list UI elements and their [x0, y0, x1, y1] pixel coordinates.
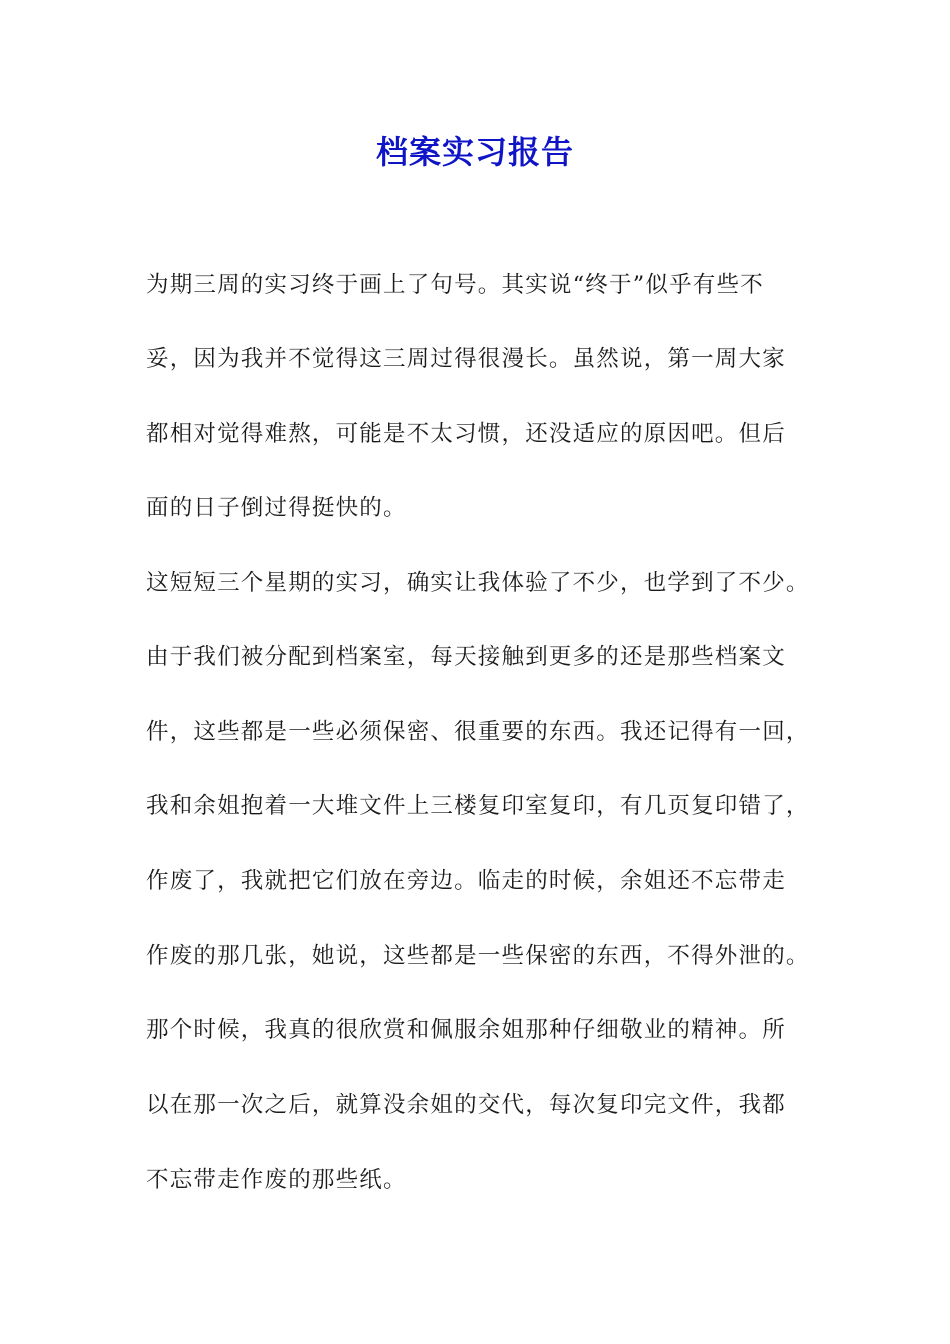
paragraph-line: 妥，因为我并不觉得这三周过得很漫长。虽然说，第一周大家	[146, 346, 786, 372]
paragraph-line: 由于我们被分配到档案室，每天接触到更多的还是那些档案文	[146, 644, 786, 670]
document-title: 档案实习报告	[375, 133, 574, 171]
paragraph-line: 不忘带走作废的那些纸。	[146, 1167, 407, 1193]
paragraph-line: 这短短三个星期的实习，确实让我体验了不少，也学到了不少。	[146, 570, 810, 596]
paragraph-line: 件，这些都是一些必须保密、很重要的东西。我还记得有一回，	[146, 719, 810, 745]
paragraph-line: 那个时候，我真的很欣赏和佩服余姐那种仔细敬业的精神。所	[146, 1017, 786, 1043]
paragraph-line: 作废的那几张，她说，这些都是一些保密的东西，不得外泄的。	[146, 943, 810, 969]
paragraph-line: 以在那一次之后，就算没余姐的交代，每次复印完文件，我都	[146, 1092, 786, 1118]
paragraph-line: 为期三周的实习终于画上了句号。其实说“终于”似乎有些不	[146, 272, 764, 298]
paragraph-line: 作废了，我就把它们放在旁边。临走的时候，余姐还不忘带走	[146, 868, 786, 894]
paragraph-line: 都相对觉得难熬，可能是不太习惯，还没适应的原因吧。但后	[146, 421, 786, 447]
paragraph-line: 面的日子倒过得挺快的。	[146, 495, 407, 521]
paragraph-line: 我和余姐抱着一大堆文件上三楼复印室复印，有几页复印错了，	[146, 793, 810, 819]
